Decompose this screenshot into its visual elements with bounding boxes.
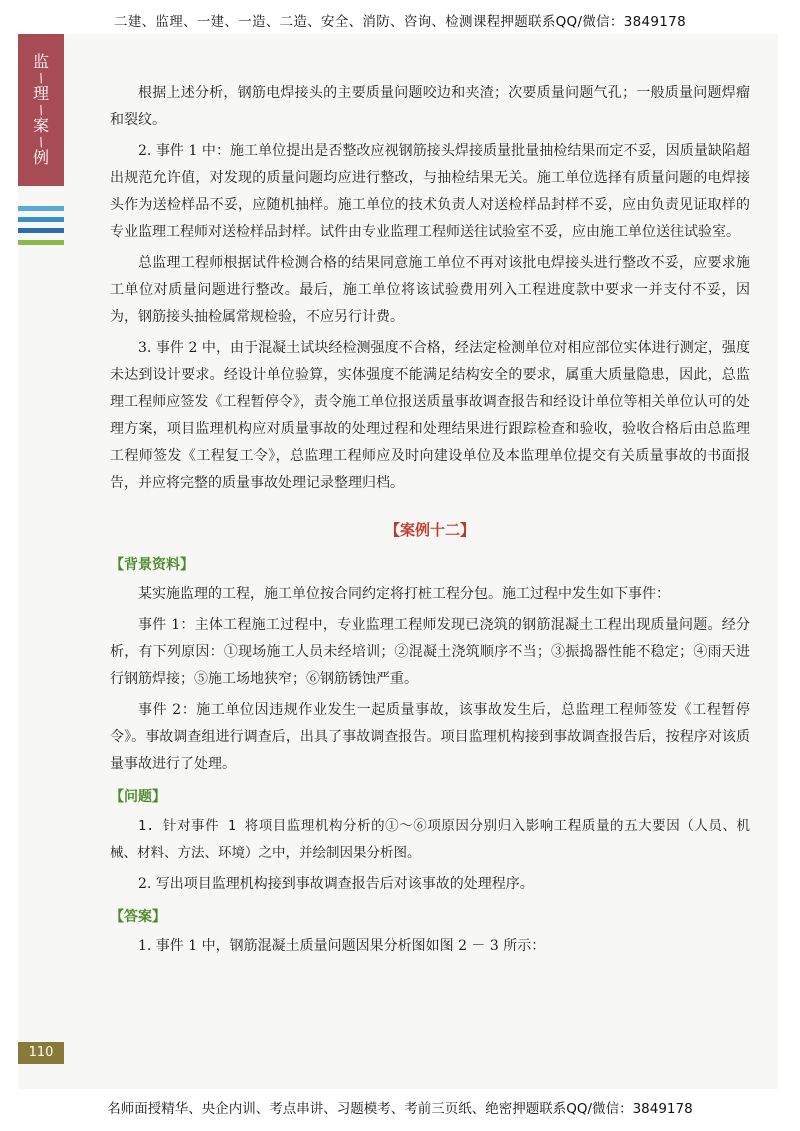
questions-label: 【问题】 bbox=[110, 789, 166, 805]
faded-figure-area bbox=[110, 860, 750, 1060]
paragraph: 3. 事件 2 中，由于混凝土试块经检测强度不合格，经法定检测单位对相应部位实体进行测定，强度未达到设计要求。经设计单位验算，实体强度不能满足结构安全的要求，属重大质量隐患，因此，总监理工程师应签发《工程暂停令》，责令施工单位报送质量事故调查报告和经设计单位等相关单位认可的处理方案，项目监理机构应对质量事故的处理过程和处理结果进行跟踪检查和验收，验收合格后由总监理工程师签发《工程复工令》，总监理工程师应及时向建设单位及本监理单位提交有关质量事故的书面报告，并应将完整的质量事故处理记录整理归档。 bbox=[110, 340, 750, 491]
side-tab-char: 例 bbox=[32, 148, 49, 167]
chapter-side-tab bbox=[18, 34, 64, 186]
paragraph: 根据上述分析，钢筋电焊接头的主要质量问题咬边和夹渣；次要质量问题气孔；一般质量问题焊瘤和裂纹。 bbox=[110, 85, 750, 128]
page-content bbox=[110, 80, 750, 964]
paragraph: 2. 事件 1 中：施工单位提出是否整改应视钢筋接头焊接质量批量抽检结果而定不妥，因质量缺陷超出规范允许值，对发现的质量问题均应进行整改，与抽检结果无关。施工单位选择有质量问题的电焊接头作为送检样品不妥，应随机抽样。施工单位的技术负责人对送检样品封样不妥，应由负责见证取样的专业监理工程师对送检样品封样。试件由专业监理工程师送往试验室不妥，应由施工单位送往试验室。 bbox=[110, 143, 750, 240]
event-2: 事件 2：施工单位因违规作业发生一起质量事故，该事故发生后，总监理工程师签发《工程暂停令》。事故调查组进行调查后，出具了事故调查报告。项目监理机构接到事故调查报告后，按程序对该质量事故进行了处理。 bbox=[110, 702, 750, 772]
paragraph: 总监理工程师根据试件检测合格的结果同意施工单位不再对该批电焊接头进行整改不妥，应要求施工单位对质量问题进行整改。最后，施工单位将该试验费用列入工程进度款中要求一并支付不妥，因为，钢筋接头抽检属常规检验，不应另行计费。 bbox=[110, 255, 750, 325]
color-stripe bbox=[18, 217, 64, 222]
footer-advertisement: 名师面授精华、央企内训、考点串讲、习题模考、考前三页纸、绝密押题联系QQ/微信：3849178 bbox=[107, 1101, 693, 1117]
answer-label: 【答案】 bbox=[110, 909, 166, 925]
header-advertisement: 二建、监理、一建、一造、二造、安全、消防、咨询、检测课程押题联系QQ/微信：3849178 bbox=[114, 14, 686, 30]
case-title: 【案例十二】 bbox=[384, 521, 475, 539]
event-1: 事件 1：主体工程施工过程中，专业监理工程师发现已浇筑的钢筋混凝土工程出现质量问题。经分析，有下列原因：①现场施工人员未经培训；②混凝土浇筑顺序不当；③振捣器性能不稳定；④雨天进行钢筋焊接；⑤施工场地狭窄；⑥钢筋锈蚀严重。 bbox=[110, 617, 750, 687]
color-stripe bbox=[18, 228, 64, 233]
color-stripe bbox=[18, 240, 64, 245]
page-number: 110 bbox=[18, 1042, 64, 1064]
question-2: 2. 写出项目监理机构接到事故调查报告后对该事故的处理程序。 bbox=[138, 876, 534, 892]
side-tab-separator: / bbox=[36, 102, 46, 118]
side-tab-char: 案 bbox=[32, 116, 49, 135]
color-stripe bbox=[18, 206, 64, 211]
side-tab-separator: / bbox=[36, 134, 46, 150]
side-tab-char: 理 bbox=[32, 84, 49, 103]
answer-1: 1. 事件 1 中，钢筋混凝土质量问题因果分析图如图 2 － 3 所示： bbox=[138, 938, 546, 954]
background-intro: 某实施监理的工程，施工单位按合同约定将打桩工程分包。施工过程中发生如下事件： bbox=[138, 586, 670, 602]
side-tab-char: 监 bbox=[32, 52, 49, 71]
background-label: 【背景资料】 bbox=[110, 557, 194, 573]
side-tab-separator: / bbox=[36, 70, 46, 86]
question-1: 1. 针对事件 1 将项目监理机构分析的①～⑥项原因分别归入影响工程质量的五大要因（人员、机械、材料、方法、环境）之中，并绘制因果分析图。 bbox=[110, 818, 750, 861]
